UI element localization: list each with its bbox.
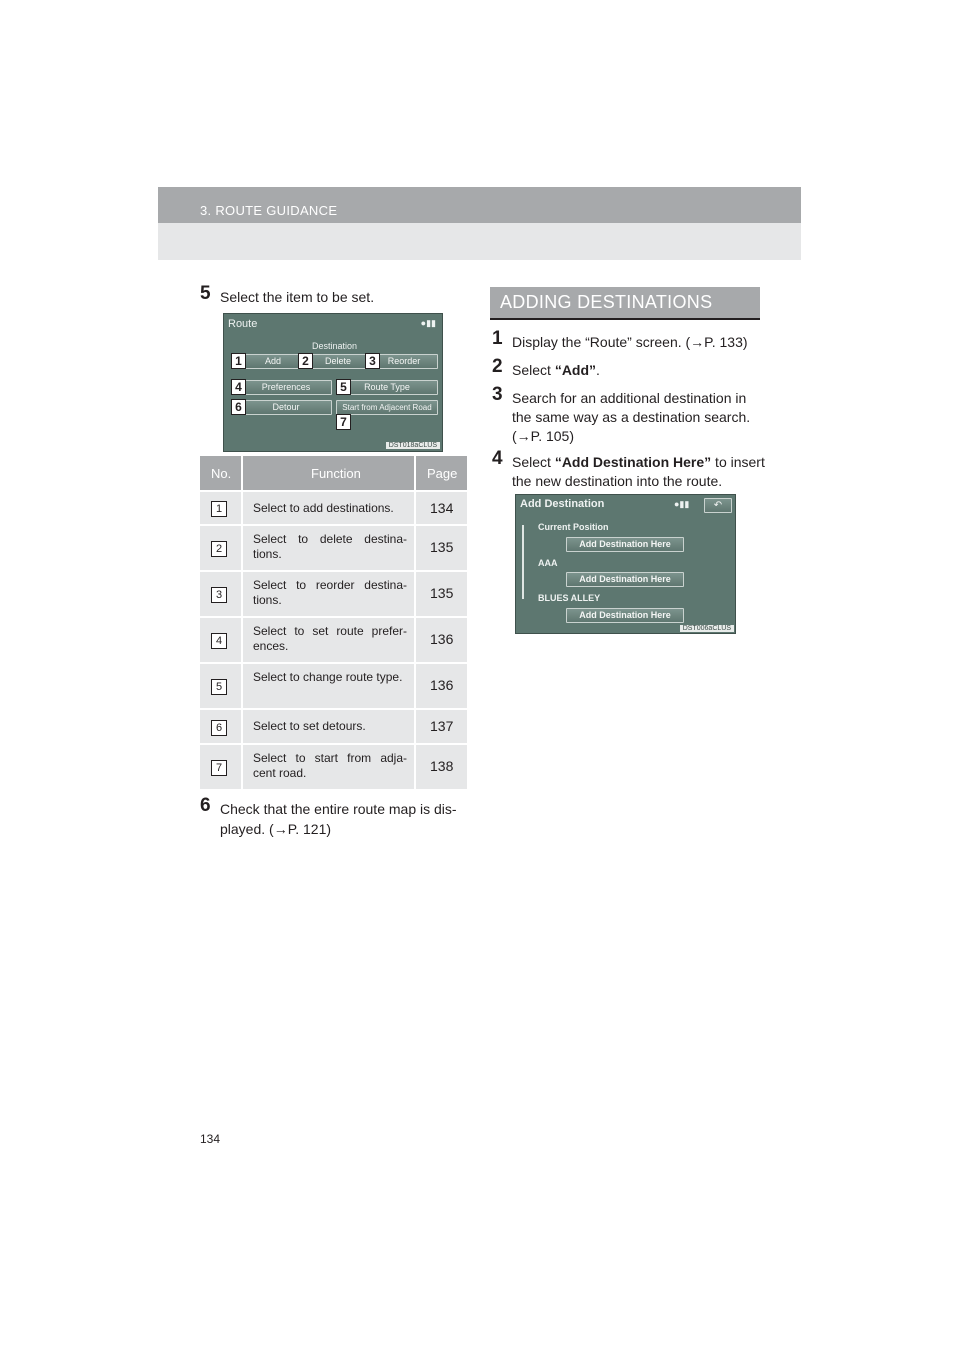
row-function: Select to start from adja- cent road.	[253, 751, 407, 780]
table-row	[200, 743, 467, 789]
add-destination-here-button[interactable]: Add Destination Here	[566, 537, 684, 552]
image-code: DST006aCLUS	[680, 625, 734, 632]
row-page: 138	[430, 758, 454, 774]
step-number: 3	[492, 384, 503, 405]
section-title: 3. ROUTE GUIDANCE	[200, 203, 338, 218]
add-destination-here-button[interactable]: Add Destination Here	[566, 608, 684, 623]
row-number: 2	[211, 541, 227, 557]
route-type-button[interactable]: Route Type	[336, 380, 438, 395]
heading-rule	[490, 318, 760, 320]
table-row	[200, 616, 467, 662]
callout-4: 4	[231, 379, 246, 395]
row-function: Select to delete destina- tions.	[253, 532, 407, 561]
table-row	[200, 490, 467, 524]
step-number: 2	[492, 356, 503, 377]
route-point-label: BLUES ALLEY	[538, 593, 601, 603]
status-icons: ●▮▮	[420, 318, 436, 328]
detour-button[interactable]: Detour	[240, 400, 332, 415]
step-number: 5	[200, 283, 211, 304]
table-row	[200, 524, 467, 570]
step-number: 4	[492, 448, 503, 469]
row-page: 135	[430, 585, 454, 601]
step-text: Select the item to be set.	[220, 289, 375, 305]
row-number: 7	[211, 760, 227, 776]
row-number: 3	[211, 587, 227, 603]
step-6	[200, 795, 470, 840]
row-number: 1	[211, 501, 227, 517]
route-screen-title: Route	[228, 318, 258, 330]
preferences-button[interactable]: Preferences	[240, 380, 332, 395]
callout-1: 1	[231, 353, 246, 369]
row-function: Select to add destinations.	[253, 501, 394, 515]
status-icons: ●▮▮	[674, 499, 690, 509]
step-text-line-2: played. (→P. 121)	[220, 821, 332, 837]
callout-2: 2	[298, 353, 313, 369]
step-text-bold: “Add Destination Here”	[554, 454, 712, 470]
table-header	[200, 456, 467, 490]
step-2	[492, 356, 762, 381]
step-text-line-3: (→P. 105)	[512, 428, 574, 444]
destination-group-label: Destination	[312, 341, 358, 351]
step-text-line-1: Check that the entire route map is dis-	[220, 801, 457, 817]
route-point-label: Current Position	[538, 522, 609, 532]
header-page: Page	[427, 466, 458, 481]
header-function: Function	[311, 466, 361, 481]
step-text-line-2: the same way as a destination search.	[512, 409, 751, 425]
step-3	[492, 384, 762, 449]
add-destination-title: Add Destination	[520, 498, 605, 510]
row-function: Select to change route type.	[253, 670, 403, 684]
row-number: 5	[211, 679, 227, 695]
section-heading: ADDING DESTINATIONS	[500, 292, 713, 312]
image-code: DST018aCLUS	[386, 442, 440, 449]
add-destination-here-button[interactable]: Add Destination Here	[566, 572, 684, 587]
route-point-label: AAA	[538, 558, 558, 568]
header-no: No.	[211, 466, 232, 481]
table-row	[200, 570, 467, 616]
callout-7: 7	[336, 414, 351, 430]
step-5	[200, 283, 460, 308]
step-text-post: to insert	[711, 454, 765, 470]
row-number: 6	[211, 720, 227, 736]
add-destination-screen	[515, 494, 736, 634]
row-number: 4	[211, 633, 227, 649]
route-screen	[223, 313, 443, 452]
step-text-pre: Select	[512, 362, 555, 378]
page-number: 134	[200, 1132, 221, 1146]
step-text-line-2: the new destination into the route.	[512, 473, 723, 489]
step-text-post: .	[596, 362, 600, 378]
step-number: 1	[492, 328, 503, 349]
step-text: Display the “Route” screen. (→P. 133)	[512, 334, 748, 350]
step-1	[492, 328, 762, 353]
header-subband	[158, 223, 801, 260]
table-row	[200, 708, 467, 743]
delete-button[interactable]: Delete	[306, 354, 370, 369]
step-number: 6	[200, 795, 211, 816]
callout-3: 3	[365, 353, 380, 369]
row-page: 137	[430, 718, 454, 734]
add-button[interactable]: Add	[240, 354, 306, 369]
row-function: Select to set route prefer- ences.	[253, 624, 407, 653]
callout-6: 6	[231, 399, 246, 415]
function-table	[200, 456, 467, 789]
back-icon: ↶	[713, 500, 723, 511]
step-text-line-1: Search for an additional destination in	[512, 390, 747, 406]
step-text-pre: Select	[512, 454, 555, 470]
start-from-adjacent-road-button[interactable]: Start from Adjacent Road	[336, 400, 438, 415]
step-4	[492, 448, 765, 493]
row-function: Select to set detours.	[253, 719, 366, 733]
step-text-bold: “Add”	[554, 362, 597, 378]
back-button[interactable]	[704, 498, 732, 513]
callout-5: 5	[336, 379, 351, 395]
row-page: 134	[430, 500, 454, 516]
reorder-button[interactable]: Reorder	[370, 354, 438, 369]
row-page: 136	[430, 677, 454, 693]
table-row	[200, 662, 467, 708]
route-line	[522, 525, 524, 599]
row-function: Select to reorder destina- tions.	[253, 578, 407, 607]
row-page: 135	[430, 539, 454, 555]
row-page: 136	[430, 631, 454, 647]
